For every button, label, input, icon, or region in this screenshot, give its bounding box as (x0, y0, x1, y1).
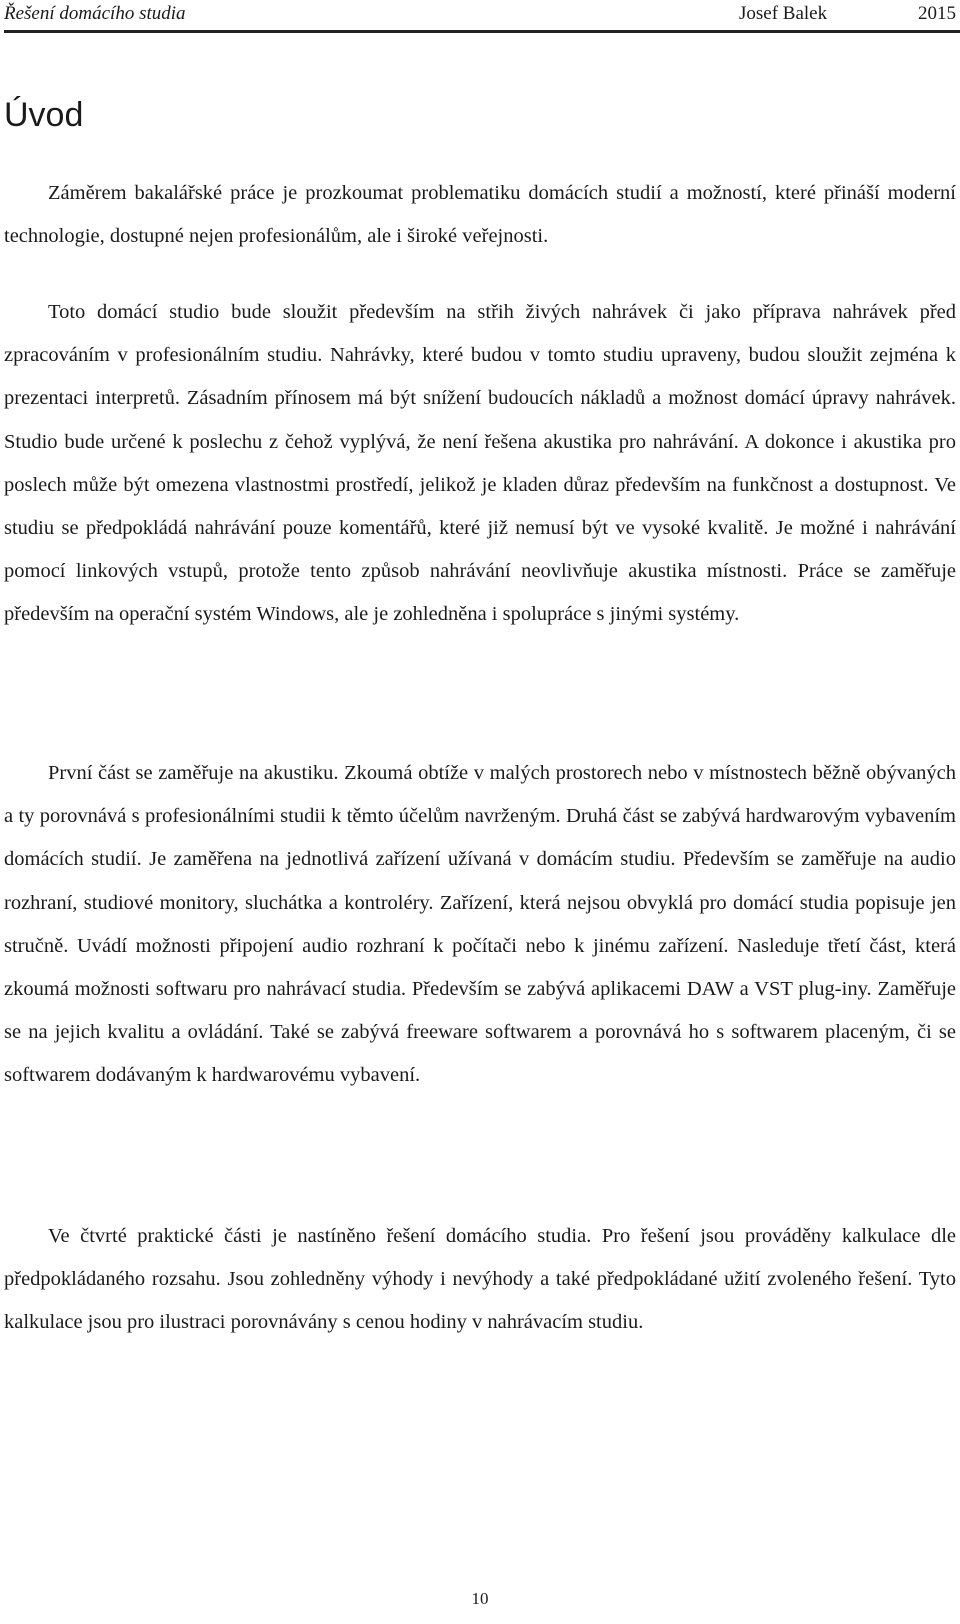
paragraph-intro-aim: Záměrem bakalářské práce je prozkoumat problematiku domácích studií a možností, které přináší moderní technologie, dostupné nejen profesionálům, ale i široké veřejnosti. (4, 182, 956, 248)
header-year: 2015 (918, 3, 956, 24)
header-document-title: Řešení domácího studia (4, 3, 186, 24)
running-header (4, 0, 960, 33)
paragraph-structure-overview: První část se zaměřuje na akustiku. Zkoumá obtíže v malých prostorech nebo v místnostech běžně obývaných a ty porovnává s profesionálními studii k těmto účelům navrženým. Druhá část se zabývá hardwarovým vybavením domácích studií. Je zaměřena na jednotlivá zařízení užívaná v domácím studiu. Především se zaměřuje na audio rozhraní, studiové monitory, sluchátka a kontroléry. Zařízení, která nejsou obvyklá pro domácí studia popisuje jen stručně. Uvádí možnosti připojení audio rozhraní k počítači nebo k jinému zařízení. Nasleduje třetí část, která zkoumá možnosti softwaru pro nahrávací studia. Především se zabývá aplikacemi DAW a VST plug-iny. Zaměřuje se na jejich kvalitu a ovládání. Také se zabývá freeware softwarem a porovnává ho s softwarem placeným, či se softwarem dodávaným k hardwarovému vybavení. (4, 762, 956, 1087)
page-number: 10 (471, 1589, 489, 1608)
chapter-title: Úvod (4, 96, 84, 134)
paragraph-practical-part: Ve čtvrté praktické části je nastíněno řešení domácího studia. Pro řešení jsou prováděny kalkulace dle předpokládaného rozsahu. Jsou zohledněny výhody i nevýhody a také předpokládané užití zvoleného řešení. Tyto kalkulace jsou pro ilustraci porovnávány s cenou hodiny v nahrávacím studiu. (4, 1225, 956, 1334)
paragraph-studio-purpose: Toto domácí studio bude sloužit především na střih živých nahrávek či jako příprava nahrávek před zpracováním v profesionálním studiu. Nahrávky, které budou v tomto studiu upraveny, budou sloužit zejména k prezentaci interpretů. Zásadním přínosem má být snížení budoucích nákladů a možnost domácí úpravy nahrávek. Studio bude určené k poslechu z čehož vyplývá, že není řešena akustika pro nahrávání. A dokonce i akustika pro poslech může být omezena vlastnostmi prostředí, jelikož je kladen důraz především na funkčnost a dostupnost. Ve studiu se předpokládá nahrávání pouze komentářů, které již nemusí být ve vysoké kvalitě. Je možné i nahrávání pomocí linkových vstupů, protože tento způsob nahrávání neovlivňuje akustika místnosti. Práce se zaměřuje především na operační systém Windows, ale je zohledněna i spolupráce s jinými systémy. (4, 301, 956, 626)
header-author: Josef Balek (739, 3, 828, 24)
